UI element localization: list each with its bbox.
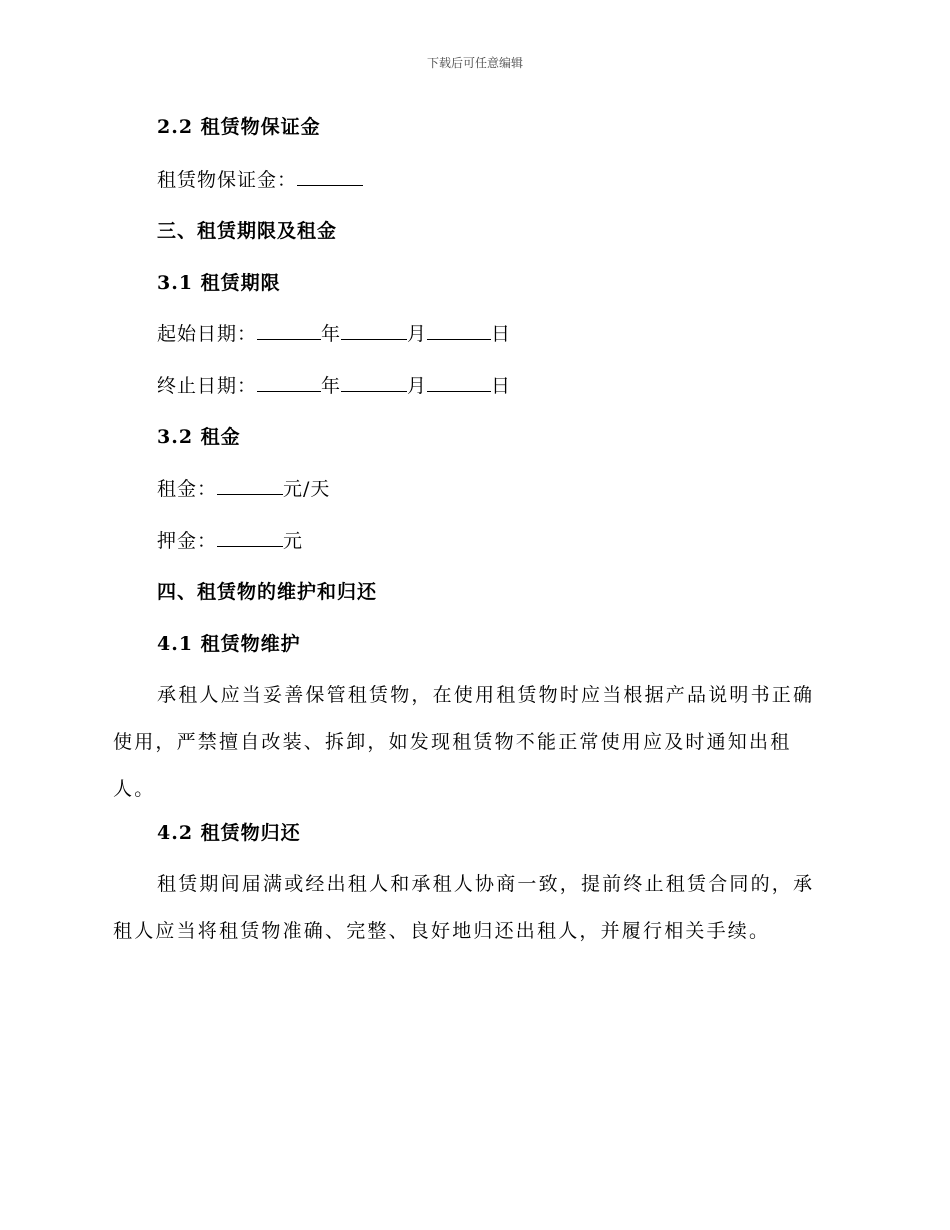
section-4-1-paragraph: 承租人应当妥善保管租赁物，在使用租赁物时应当根据产品说明书正确使用，严禁擅自改装、拆卸，如发现租赁物不能正常使用应及时通知出租人。 [113, 684, 815, 800]
rent-unit: 元/天 [283, 478, 331, 500]
end-date-label: 终止日期： [157, 375, 258, 397]
section-3-heading: 三、租赁期限及租金 [157, 220, 338, 242]
start-month-blank [341, 321, 407, 340]
page-header-note: 下载后可任意编辑 [426, 56, 523, 70]
deposit-item-line [157, 167, 363, 193]
start-date-label: 起始日期： [157, 323, 258, 345]
end-year-unit: 年 [321, 375, 342, 397]
deposit-item-blank [297, 167, 363, 186]
deposit-line [157, 528, 303, 554]
section-4-2-paragraph: 租赁期间届满或经出租人和承租人协商一致，提前终止租赁合同的，承租人应当将租赁物准确、完整、良好地归还出租人，并履行相关手续。 [113, 873, 815, 942]
section-4-heading: 四、租赁物的维护和归还 [157, 581, 378, 603]
start-year-unit: 年 [321, 323, 342, 345]
deposit-blank [217, 528, 283, 547]
end-month-unit: 月 [407, 375, 428, 397]
start-date-line [157, 321, 511, 347]
end-year-blank [257, 373, 321, 392]
start-year-blank [257, 321, 321, 340]
deposit-unit: 元 [283, 530, 304, 552]
rent-line [157, 476, 330, 502]
deposit-item-label: 租赁物保证金： [157, 169, 298, 191]
section-4-1-heading: 4.1 租赁物维护 [157, 633, 301, 655]
end-day-blank [427, 373, 491, 392]
deposit-label: 押金： [157, 530, 218, 552]
start-day-unit: 日 [491, 323, 512, 345]
rent-label: 租金： [157, 478, 218, 500]
end-date-line [157, 373, 511, 399]
start-day-blank [427, 321, 491, 340]
section-3-1-heading: 3.1 租赁期限 [157, 272, 281, 294]
start-month-unit: 月 [407, 323, 428, 345]
section-2-2-heading: 2.2 租赁物保证金 [157, 116, 321, 138]
end-month-blank [341, 373, 407, 392]
section-3-2-heading: 3.2 租金 [157, 426, 241, 448]
end-day-unit: 日 [491, 375, 512, 397]
rent-blank [217, 476, 283, 495]
section-4-2-heading: 4.2 租赁物归还 [157, 822, 301, 844]
